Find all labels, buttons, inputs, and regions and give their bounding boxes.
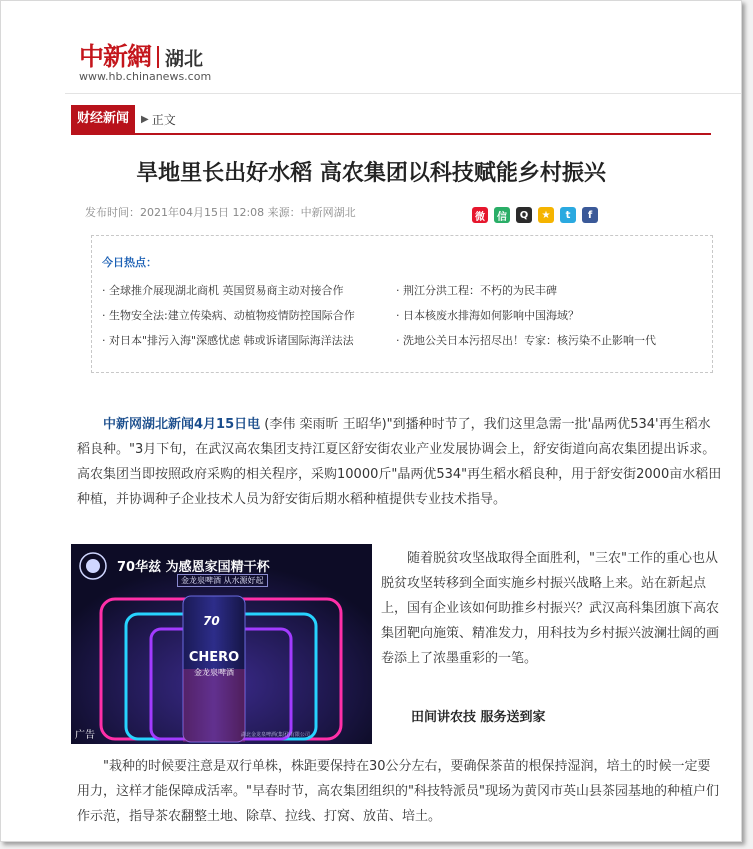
breadcrumb-current: 正文: [151, 112, 176, 127]
twitter-icon[interactable]: t: [560, 207, 576, 223]
dateline: 中新网湖北新闻4月15日电: [103, 417, 261, 432]
hot-topics-box: [91, 235, 713, 373]
hot-link-right-2[interactable]: · 日本核废水排海如何影响中国海域？: [396, 309, 579, 322]
advertisement[interactable]: [71, 544, 372, 744]
header-divider: [65, 93, 741, 94]
logo-region: 湖北: [165, 48, 204, 70]
logo-divider: [157, 46, 159, 68]
article-title: 旱地里长出好水稻 高农集团以科技赋能乡村振兴: [136, 161, 606, 186]
breadcrumb-underline: [71, 133, 711, 135]
hot-link-right-3[interactable]: · 洗地公关日本污招尽出！专家：核污染不止影响一代: [396, 334, 656, 347]
hot-link-left-2[interactable]: · 生物安全法:建立传染病、动植物疫情防控国际合作: [102, 309, 355, 322]
breadcrumb-category[interactable]: 财经新闻: [71, 105, 135, 133]
ad-can-brand: CHERO: [188, 650, 240, 665]
paragraph-1-text: (李伟 栾雨昕 王昭华)"到播种时节了，我们这里急需一批'晶两优534'再生稻水稻良种。"3月下旬，在武汉高农集团支持江夏区舒安街农业产业发展协调会上，舒安街道向高农集团提出诉求。高农集团当即按照政府采购的相关程序，采购10000斤"晶两优534"再生稻水稻良种，用于舒安街2000亩水稻田种植，并协调种子企业技术人员为舒安街后期水稻种植提供专业技术指导。: [77, 417, 722, 507]
article-paragraph-3: "栽种的时候要注意是双行单株，株距要保持在30公分左右，要确保茶苗的根保持湿润，培土的时候一定要用力，这样才能保障成活率。"早春时节，高农集团组织的"科技特派员"现场为黄冈市英山县茶园基地的种植户们作示范，指导茶农翻整土地、除草、拉线、打窝、放苗、培土。: [77, 759, 719, 824]
article-paragraph-1: [77, 412, 723, 512]
hot-link-left-3[interactable]: · 对日本"排污入海"深感忧虑 韩或诉诸国际海洋法法: [102, 334, 354, 347]
share-bar: [472, 207, 598, 223]
logo-text: 中新網: [79, 42, 152, 71]
breadcrumb: [71, 105, 176, 133]
ad-can-name: 金龙泉啤酒: [194, 668, 234, 677]
hot-topics-title: 今日热点：: [102, 256, 157, 269]
ad-footer: 湖北金龙泉啤酒(集团)有限公司: [241, 732, 310, 738]
weibo-icon[interactable]: 微: [472, 207, 488, 223]
site-logo[interactable]: [79, 37, 203, 73]
hot-link-left-1[interactable]: · 全球推介展现湖北商机 英国贸易商主动对接合作: [102, 284, 344, 297]
article-subheading: 田间讲农技 服务送到家: [411, 710, 546, 725]
facebook-icon[interactable]: f: [582, 207, 598, 223]
ad-can-number: 70: [203, 614, 220, 628]
article-paragraph-2: 随着脱贫攻坚战取得全面胜利，"三农"工作的重心也从脱贫攻坚转移到全面实施乡村振兴战略上来。站在新起点上，国有企业该如何助推乡村振兴？武汉高科集团旗下高农集团靶向施策、精准发力，用科技为乡村振兴波澜壮阔的画卷添上了浓墨重彩的一笔。: [381, 551, 720, 666]
hot-link-right-1[interactable]: · 荆江分洪工程：不朽的为民丰碑: [396, 284, 557, 297]
article-meta: 发布时间：2021年04月15日 12:08 来源：中新网湖北: [85, 206, 356, 219]
site-url[interactable]: www.hb.chinanews.com: [79, 70, 212, 83]
ad-headline: 70华兹 为感恩家国精干杯: [117, 560, 270, 575]
breadcrumb-arrow-icon: ▶: [141, 113, 149, 125]
wechat-icon[interactable]: 信: [494, 207, 510, 223]
qq-icon[interactable]: Q: [516, 207, 532, 223]
ad-tag: 广告: [75, 730, 95, 741]
ad-slogan: 金龙泉啤酒 从水源好起: [177, 574, 268, 587]
qzone-icon[interactable]: ★: [538, 207, 554, 223]
